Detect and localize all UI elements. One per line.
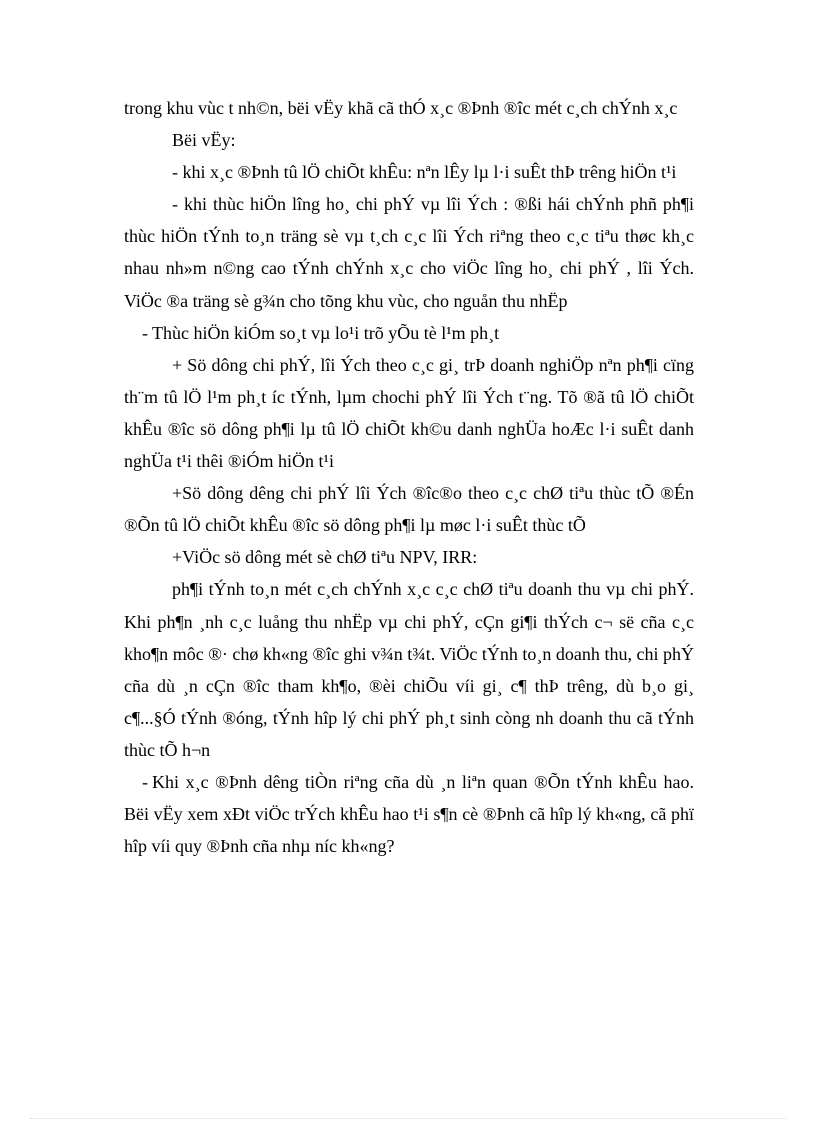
paragraph-intro: trong khu vùc t nh©n, bëi vËy khã cã thÓ x¸c ®Þnh ®îc mét c¸ch chÝnh x¸c [124,98,678,118]
paragraph-quantify-costs: - khi thùc hiÖn lîng ho¸ chi phÝ vµ lîi Ých : ®ßi hái chÝnh phñ ph¶i thùc hiÖn tÝnh to¸n träng sè vµ t¸ch c¸c lîi Ých riªng theo c¸c tiªu thøc kh¸c nhau nh»m n©ng cao tÝnh chÝnh x¸c cho viÖc lîng ho¸ chi phÝ , lîi Ých. ViÖc ®a träng sè g¾n cho tõng khu vùc, cho nguån thu nhËp [124,194,694,311]
bullet-dash: - [142,322,148,343]
paragraph-real-prices: +Sö dông dêng chi phÝ lîi Ých ®îc®o theo c¸c chØ tiªu thùc tÕ ®Én ®Õn tû lÖ chiÕt khÊu ®îc sö dông ph¶i lµ møc l·i suÊt thùc tÕ [124,483,694,536]
body-text [124,92,694,862]
bullet-dash: - [142,771,148,792]
paragraph-discount-rate: - khi x¸c ®Þnh tû lÖ chiÕt khÊu: nªn lÊy lµ l·i suÊt thÞ trêng hiÖn t¹i [172,162,677,183]
paragraph-npv-irr: +ViÖc sö dông mét sè chØ tiªu NPV, IRR: [172,547,478,568]
paragraph-depreciation-text: Khi x¸c ®Þnh dêng tiÒn riªng cña dù ¸n liªn quan ®Õn tÝnh khÊu hao. Bëi vËy xem xÐt viÖc trÝch khÊu hao t¹i s¶n cè ®Þnh cã hîp lý kh«ng, cã phï hîp víi quy ®Þnh cña nhµ níc kh«ng? [124,771,694,857]
paragraph-inflation-control [124,317,694,349]
paragraph-therefore: Bëi vËy: [172,130,236,151]
page-bottom-rule [30,1118,786,1119]
paragraph-revenue-costs: ph¶i tÝnh to¸n mét c¸ch chÝnh x¸c c¸c chØ tiªu doanh thu vµ chi phÝ. Khi ph¶n ¸nh c¸c luång thu nhËp vµ chi phÝ, cÇn gi¶i thÝch c¬ së cña c¸c kho¶n môc ®· chø kh«ng ®îc ghi v¾n t¾t. ViÖc tÝnh to¸n doanh thu, chi phÝ cña dù ¸n cÇn ®îc tham kh¶o, ®èi chiÕu víi gi¸ c¶ thÞ trêng, dù b¸o gi¸ c¶...§Ó tÝnh ®óng, tÝnh hîp lý chi phÝ ph¸t sinh còng nh doanh thu cã tÝnh thùc tÕ h¬n [124,579,694,760]
paragraph-inflation-control-text: Thùc hiÖn kiÓm so¸t vµ lo¹i trõ yÕu tè l¹m ph¸t [152,322,500,343]
paragraph-nominal-prices: + Sö dông chi phÝ, lîi Ých theo c¸c gi¸ trÞ doanh nghiÖp nªn ph¶i cïng th¨m tû lÖ l¹m ph¸t íc tÝnh, lµm chochi phÝ lîi Ých t¨ng. Tõ ®ã tû lÖ chiÕt khÊu ®îc sö dông ph¶i lµ tû lÖ chiÕt kh©u danh nghÜa hoÆc l·i suÊt danh nghÜa t¹i thêi ®iÓm hiÖn t¹i [124,354,694,472]
paragraph-depreciation [124,766,694,862]
